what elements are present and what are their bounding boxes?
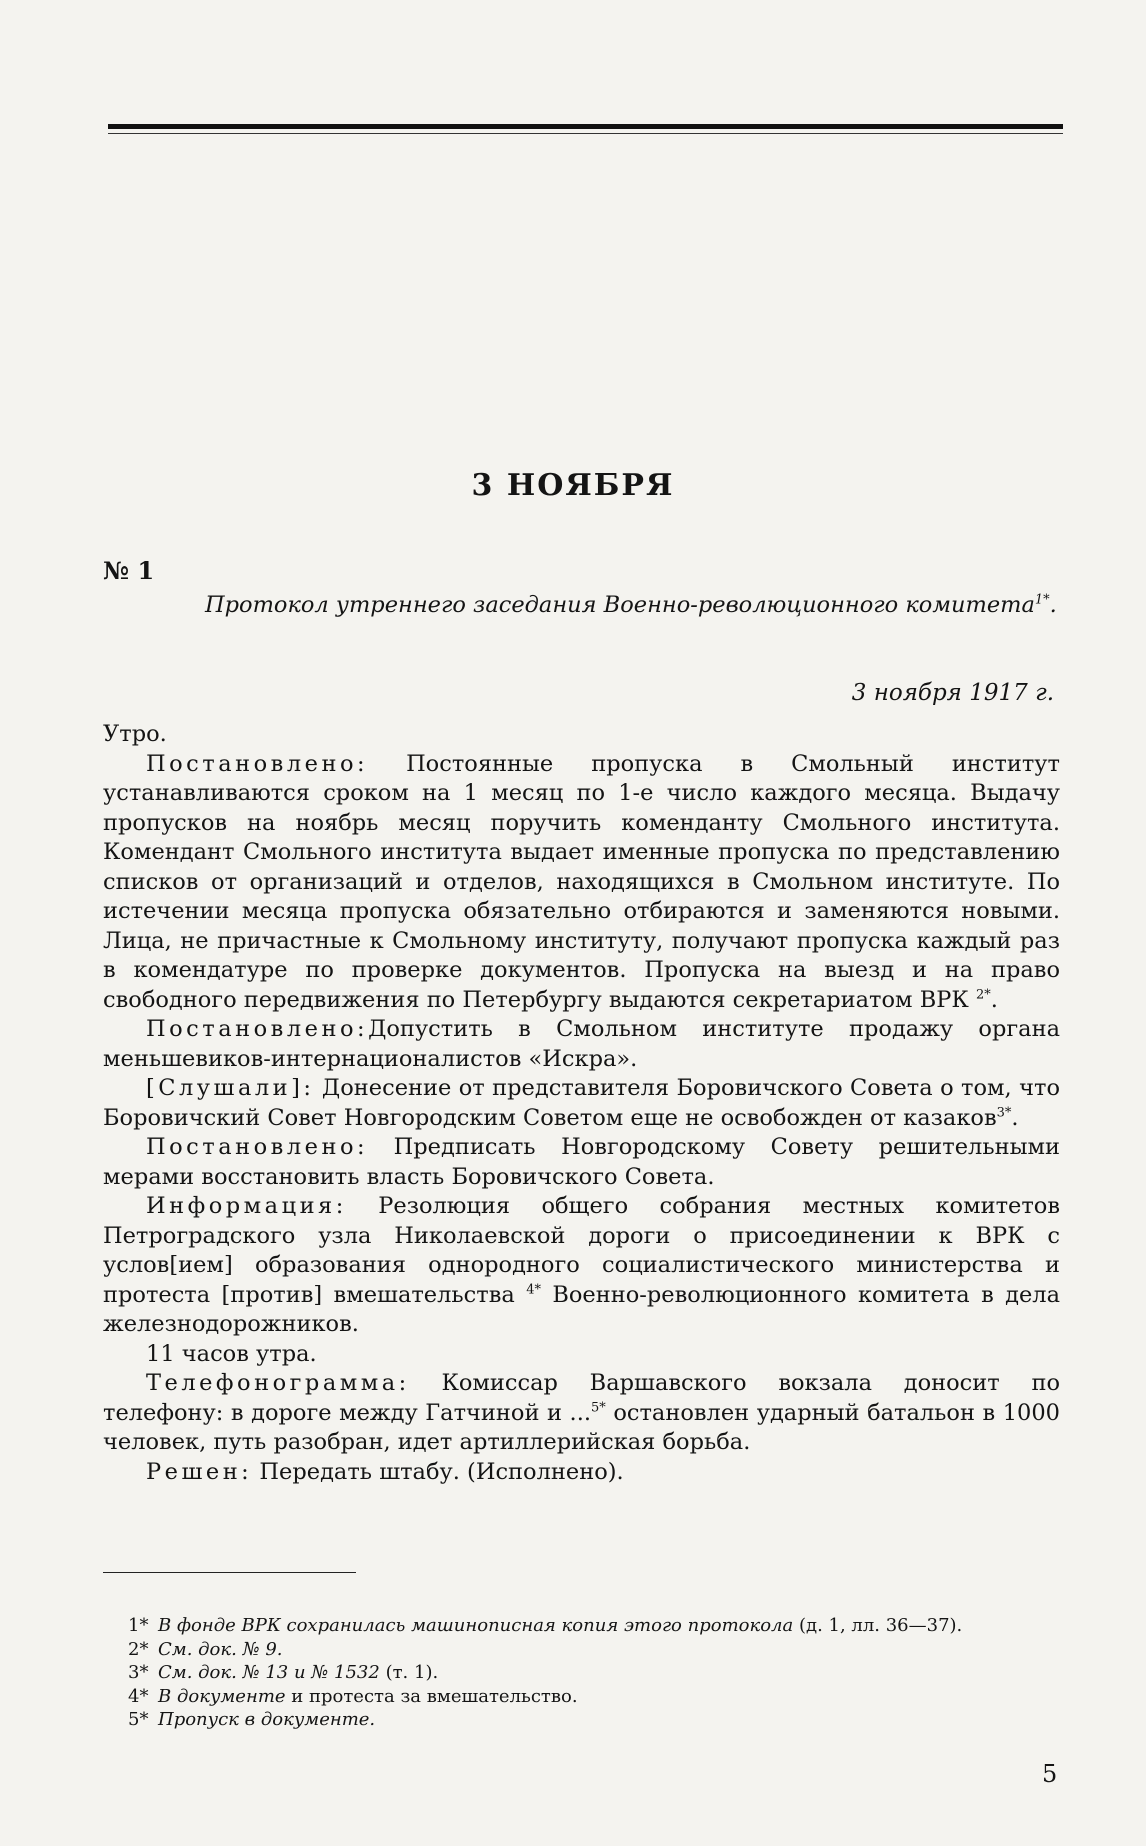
information-label: Информация: [146, 1193, 347, 1219]
footnote-item [128, 1708, 1068, 1732]
decision-label: Решен: [146, 1458, 253, 1485]
top-rule-thin [108, 133, 1063, 134]
paragraph-text: Предписать Новгородскому Совету решительными мерами восстановить власть Боровичского Совета. [103, 1134, 1060, 1190]
footnote-item [128, 1614, 1068, 1638]
time-note: 11 часов утра. [146, 1340, 317, 1367]
document-body [103, 720, 1060, 1487]
paragraph-text: Передать штабу. (Исполнено). [252, 1458, 624, 1485]
footnote-text-upright: (д. 1, лл. 36—37). [793, 1615, 963, 1636]
paragraph-text: Постоянные пропуска в Смольный институт устанавливаются сроком на 1 месяц по 1-е число каждого месяца. Выдачу пропусков на ноябрь месяц поручить коменданту Смольного института. Комендант Смольного института выдает именные пропуска по представлению списков от организаций и отделов, находящихся в Смольном институте. По истечении месяца пропуска обязательно отбираются и заменяются новыми. Лица, не причастные к Смольному институту, получают пропуска каждый раз в комендатуре по проверке документов. Пропуска на выезд и на право свободного передвижения по Петербургу выдаются секретариатом ВРК [103, 750, 1060, 1013]
footnote-mark: 4* [128, 1685, 149, 1707]
footnote-item [128, 1638, 1068, 1662]
paragraph-2 [103, 1015, 1060, 1074]
footnote-text: Пропуск в документе. [158, 1709, 376, 1730]
paragraph-4 [103, 1133, 1060, 1192]
section-heading: 3 НОЯБРЯ [471, 468, 675, 503]
footnote-item [128, 1661, 1068, 1685]
footnote-item [128, 1685, 1068, 1709]
paragraph-1 [103, 750, 1060, 1016]
footnote-ref: 5* [591, 1400, 606, 1415]
telephonogram-label: Телефонограмма: [146, 1370, 410, 1396]
top-rule [108, 124, 1063, 129]
document-date: 3 ноября 1917 г. [851, 680, 1054, 706]
paragraph-end: . [990, 986, 998, 1013]
footnote-text-upright: (т. 1). [379, 1662, 439, 1683]
footnote-rule [103, 1572, 356, 1573]
paragraph-text: Комиссар Варшавского вокзала доносит по телефону: в дороге между Гатчиной и ... [103, 1370, 1060, 1426]
paragraph-text: Резолюция общего собрания местных комитетов Петроградского узла Николаевской дороги о присоединении к ВРК с услов[ием] образования однородного социалистического министерства и протеста [против] вмешательства [103, 1193, 1060, 1308]
footnote-ref: 2* [975, 987, 991, 1002]
paragraph-6 [103, 1369, 1060, 1458]
heard-label: [Слушали]: [146, 1075, 315, 1101]
resolution-label: Постановлено: [146, 1134, 369, 1160]
morning-label: Утро. [103, 721, 167, 747]
footnote-text: В фонде ВРК сохранилась машинописная копия этого протокола [158, 1615, 794, 1636]
page-number: 5 [1042, 1760, 1058, 1788]
footnote-text: См. док. № 9. [158, 1638, 283, 1660]
document-title-text: Протокол утреннего заседания Военно-революционного комитета [205, 592, 1035, 618]
paragraph-text: остановлен ударный батальон в 1000 человек, путь разобран, идет артиллерийская борьба. [103, 1399, 1061, 1455]
paragraph-3 [103, 1074, 1060, 1133]
footnote-ref: 4* [526, 1282, 541, 1297]
resolution-label: Постановлено: [146, 750, 369, 777]
paragraph-text: Донесение от представителя Боровичского Совета о том, что Боровичский Совет Новгородским Советом еще не освобожден от казаков [103, 1075, 1060, 1131]
document-title: Протокол утреннего заседания Военно-революционного комитета$^{1*}$. [205, 592, 1057, 618]
paragraph-5 [103, 1192, 1060, 1340]
footnote-ref: 1* [1034, 592, 1050, 608]
resolution-label: Постановлено: [146, 1016, 369, 1042]
paragraph-end: . [1011, 1104, 1019, 1131]
footnote-text-upright: и протеста за вмешательство. [285, 1685, 578, 1707]
footnote-mark: 1* [128, 1615, 149, 1636]
footnote-ref: 3* [996, 1105, 1012, 1120]
footnote-mark: 5* [128, 1709, 149, 1730]
footnote-mark: 2* [128, 1638, 149, 1660]
footnote-mark: 3* [128, 1662, 149, 1683]
paragraph-7 [103, 1458, 1060, 1488]
footnote-text: В документе [158, 1685, 286, 1707]
paragraph-text: Военно-революционного комитета в дела железнодорожников. [103, 1281, 1060, 1337]
paragraph-text: Допустить в Смольном институте продажу органа меньшевиков-интернационалистов «Искра». [103, 1016, 1060, 1072]
document-number: № 1 [103, 556, 155, 585]
footnotes [128, 1614, 1068, 1732]
footnote-text: См. док. № 13 и № 1532 [158, 1662, 380, 1683]
